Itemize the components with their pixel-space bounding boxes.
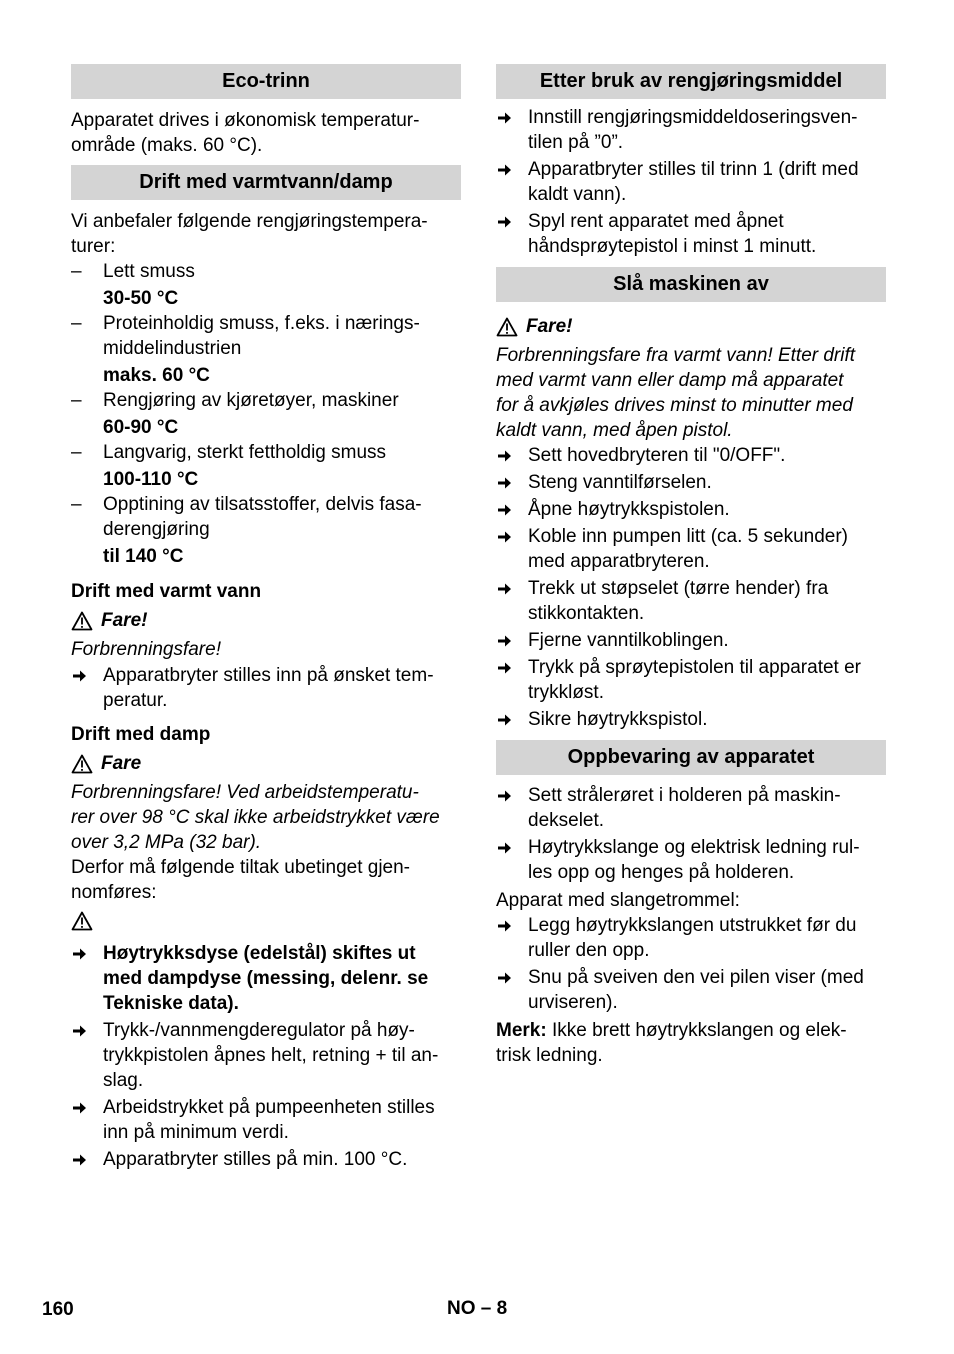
arrow-right-icon [71, 1147, 97, 1168]
section-heading-after-detergent: Etter bruk av rengjøringsmiddel [496, 64, 886, 99]
list-item [496, 470, 886, 495]
section-heading-turn-off: Slå maskinen av [496, 267, 886, 302]
text-line: peratur. [103, 690, 168, 711]
list-item [496, 497, 886, 522]
warning-triangle-icon [71, 754, 93, 774]
list-item [71, 1147, 461, 1172]
subheading-hot-water: Drift med varmt vann [71, 581, 262, 602]
text-line: Derfor må følgende tiltak ubetinget gjen- [71, 857, 411, 878]
text-line: Opptining av tilsatsstoffer, delvis fasa- [103, 494, 422, 515]
section-heading-storage: Oppbevaring av apparatet [496, 740, 886, 775]
warning-triangle-icon [71, 611, 93, 631]
text-line: med dampdyse (messing, delenr. se [103, 968, 429, 989]
warning-text: Fare! [101, 610, 148, 631]
arrow-right-icon [496, 913, 522, 934]
text-line: Arbeidstrykket på pumpeenheten stilles [103, 1097, 435, 1118]
text-line: Snu på sveiven den vei pilen viser (med [528, 967, 864, 988]
text-line: Høytrykksdyse (edelstål) skiftes ut [103, 943, 416, 964]
arrow-right-icon [71, 1095, 97, 1116]
list-item [71, 259, 461, 284]
list-item [71, 388, 461, 413]
text-line: kaldt vann). [528, 184, 627, 205]
text-line: les opp og henges på holderen. [528, 862, 795, 883]
list-item [496, 576, 886, 626]
list-item [71, 440, 461, 465]
dash-marker: – [71, 261, 82, 282]
list-item [71, 941, 461, 1016]
list-item [496, 105, 886, 155]
subheading-steam: Drift med damp [71, 724, 211, 745]
text-line: Apparatbryter stilles inn på ønsket tem- [103, 665, 434, 686]
text-line: Innstill rengjøringsmiddeldoseringsven- [528, 107, 858, 128]
list-item [496, 655, 886, 705]
text-line: Apparatbryter stilles til trinn 1 (drift med [528, 159, 859, 180]
text-line: Proteinholdig smuss, f.eks. i nærings- [103, 313, 420, 334]
text-line: med varmt vann eller damp må apparatet [496, 370, 844, 391]
text-line: urviseren). [528, 992, 618, 1013]
text-line: nomføres: [71, 882, 157, 903]
temperature-value: til 140 °C [103, 546, 184, 567]
warning-description: Forbrenningsfare! [71, 639, 221, 660]
arrow-right-icon [496, 835, 522, 856]
reel-text: Apparat med slangetrommel: [496, 890, 740, 911]
arrow-right-icon [496, 783, 522, 804]
text-line: slag. [103, 1070, 144, 1091]
arrow-right-icon [71, 941, 97, 962]
text-line: Legg høytrykkslangen utstrukket før du [528, 915, 857, 936]
text-line: Trekk ut støpselet (tørre hender) fra [528, 578, 829, 599]
language-page-label: NO – 8 [447, 1298, 508, 1319]
arrow-right-icon [496, 524, 522, 545]
temperature-value: maks. 60 °C [103, 365, 210, 386]
list-item [496, 628, 886, 653]
text-line: Trykk-/vannmengderegulator på høy- [103, 1020, 415, 1041]
note-label: Merk: [496, 1020, 547, 1041]
arrow-right-icon [496, 655, 522, 676]
list-item [71, 1095, 461, 1145]
text-line: kaldt vann, med åpen pistol. [496, 420, 733, 441]
text-line: Langvarig, sterkt fettholdig smuss [103, 442, 387, 463]
text-line: Høytrykkslange og elektrisk ledning rul- [528, 837, 860, 858]
list-item [496, 783, 886, 833]
warning-triangle-icon [71, 911, 93, 931]
temperature-value: 30-50 °C [103, 288, 179, 309]
note-line [496, 1018, 886, 1043]
list-item [71, 663, 461, 713]
arrow-right-icon [496, 105, 522, 126]
hot-intro [71, 209, 461, 259]
text-line: dekselet. [528, 810, 605, 831]
text-line: turer: [71, 236, 116, 257]
text-line: middelindustrien [103, 338, 242, 359]
dash-marker: – [71, 494, 82, 515]
list-item [496, 707, 886, 732]
reel-steps [496, 913, 886, 1015]
off-steps [496, 443, 886, 732]
warning-standalone [71, 911, 461, 935]
arrow-right-icon [496, 443, 522, 464]
text-line: over 3,2 MPa (32 bar). [71, 832, 262, 853]
right-column [496, 64, 886, 1068]
eco-text [71, 108, 461, 158]
text-line: håndsprøytepistol i minst 1 minutt. [528, 236, 817, 257]
arrow-right-icon [496, 628, 522, 649]
arrow-right-icon [496, 209, 522, 230]
list-item [71, 1018, 461, 1093]
list-item [496, 209, 886, 259]
arrow-right-icon [496, 965, 522, 986]
text-line: rer over 98 °C skal ikke arbeidstrykket være [71, 807, 440, 828]
text-line: tilen på ”0”. [528, 132, 624, 153]
text-line: trykkpistolen åpnes helt, retning + til an- [103, 1045, 439, 1066]
warning-text: Fare! [526, 316, 573, 337]
text-line: Forbrenningsfare fra varmt vann! Etter drift [496, 345, 856, 366]
text-line: Apparatet drives i økonomisk temperatur- [71, 110, 420, 131]
note [496, 1018, 886, 1068]
arrow-right-icon [71, 1018, 97, 1039]
text-line: Åpne høytrykkspistolen. [528, 499, 730, 520]
warning-text: Fare [101, 753, 142, 774]
list-item [71, 492, 461, 542]
text-line: område (maks. 60 °C). [71, 135, 263, 156]
text-line: med apparatbryteren. [528, 551, 710, 572]
text-line: Rengjøring av kjøretøyer, maskiner [103, 390, 399, 411]
note-text: Ikke brett høytrykkslangen og elek- [551, 1020, 847, 1041]
text-line: Sett hovedbryteren til "0/OFF". [528, 445, 786, 466]
text-line: Trykk på sprøytepistolen til apparatet er [528, 657, 861, 678]
text-line: Koble inn pumpen litt (ca. 5 sekunder) [528, 526, 849, 547]
text-line: for å avkjøles drives minst to minutter med [496, 395, 853, 416]
list-item [496, 157, 886, 207]
section-heading-eco: Eco-trinn [71, 64, 461, 99]
text-line: stikkontakten. [528, 603, 645, 624]
text-line: Fjerne vanntilkoblingen. [528, 630, 729, 651]
text-line: trykkløst. [528, 682, 604, 703]
temperature-value: 60-90 °C [103, 417, 179, 438]
text-line: Vi anbefaler følgende rengjøringstempera- [71, 211, 428, 232]
list-item [496, 524, 886, 574]
text-line: Tekniske data). [103, 993, 239, 1014]
list-item [496, 965, 886, 1015]
temperature-value: 100-110 °C [103, 469, 199, 490]
dash-marker: – [71, 390, 82, 411]
after-steps [496, 105, 886, 259]
arrow-right-icon [496, 576, 522, 597]
text-line: Apparatbryter stilles på min. 100 °C. [103, 1149, 408, 1170]
warning-description [496, 343, 886, 443]
warning-label [71, 608, 461, 633]
page-number: 160 [42, 1299, 74, 1320]
text-line: trisk ledning. [496, 1045, 603, 1066]
list-item [71, 311, 461, 361]
list-item [496, 913, 886, 963]
arrow-right-icon [496, 157, 522, 178]
text-line: Sett strålerøret i holderen på maskin- [528, 785, 841, 806]
arrow-right-icon [496, 497, 522, 518]
text-line: Forbrenningsfare! Ved arbeidstemperatu- [71, 782, 419, 803]
dash-marker: – [71, 442, 82, 463]
arrow-right-icon [71, 663, 97, 684]
temperature-list [71, 259, 461, 569]
arrow-right-icon [496, 470, 522, 491]
warning-label [496, 314, 886, 339]
left-column [71, 64, 461, 1172]
warning-label [71, 751, 461, 776]
text-line: Sikre høytrykkspistol. [528, 709, 708, 730]
section-heading-hot: Drift med varmtvann/damp [71, 165, 461, 200]
text-line: inn på minimum verdi. [103, 1122, 289, 1143]
warning-description [71, 780, 461, 855]
text-line: ruller den opp. [528, 940, 650, 961]
text-line: Steng vanntilførselen. [528, 472, 712, 493]
text-line: derengjøring [103, 519, 210, 540]
list-item [496, 835, 886, 885]
list-item [496, 443, 886, 468]
steam-note [71, 855, 461, 905]
store-steps [496, 783, 886, 885]
arrow-right-icon [496, 707, 522, 728]
warning-triangle-icon [496, 317, 518, 337]
text-line: Spyl rent apparatet med åpnet [528, 211, 784, 232]
dash-marker: – [71, 313, 82, 334]
text-line: Lett smuss [103, 261, 195, 282]
